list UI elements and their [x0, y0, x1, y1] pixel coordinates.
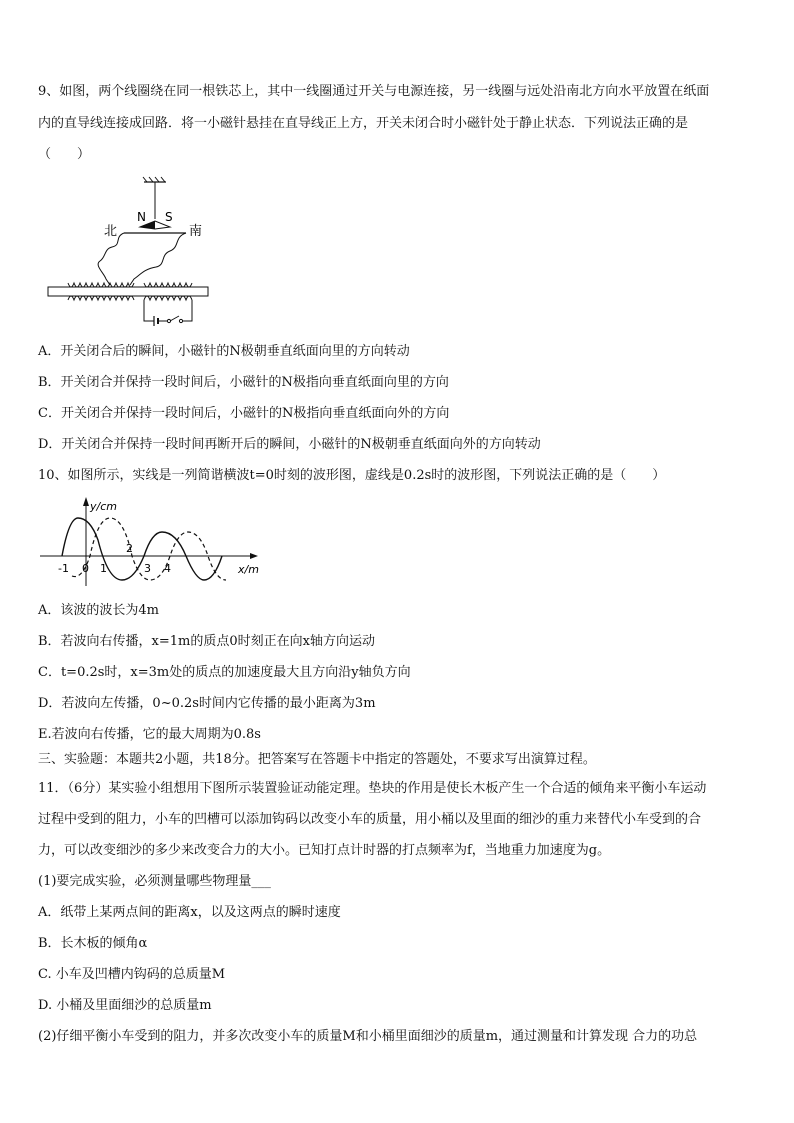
tick-label: -1 [58, 562, 69, 575]
q9-stem-line2: 内的直导线连接成回路．将一小磁针悬挂在直导线正上方，开关未闭合时小磁针处于静止状态．下列说法正确的是 [38, 116, 689, 131]
q11-option-c: C. 小车及凹槽内钩码的总质量M [38, 967, 226, 982]
q9-figure [44, 175, 214, 330]
q11-stem-line1: 11．（6分）某实验小组想用下图所示装置验证动能定理。垫块的作用是使长木板产生一个合适的倾角来平衡小车运动 [38, 781, 707, 796]
north-label: 北 [104, 224, 118, 239]
q10-option-c: C．t=0.2s时，x=3m处的质点的加速度最大且方向沿y轴负方向 [38, 665, 411, 680]
q10-option-d: D．若波向左传播，0~0.2s时间内它传播的最小距离为3m [38, 696, 376, 711]
needle-n-label: N [137, 210, 146, 224]
iron-core [48, 287, 208, 296]
q10-stem: 10、如图所示，实线是一列简谐横波t=0时刻的波形图，虚线是0.2s时的波形图，下列说法正确的是（ ） [38, 468, 666, 483]
q9-option-d: D．开关闭合并保持一段时间再断开后的瞬间，小磁针的N极朝垂直纸面向外的方向转动 [38, 437, 541, 452]
needle-s-label: S [165, 210, 173, 224]
q11-sub2: (2)仔细平衡小车受到的阻力，并多次改变小车的质量M和小桶里面细沙的质量m，通过测量和计算发现 合力的功总 [38, 1029, 698, 1044]
y-axis-arrow-icon [83, 497, 89, 506]
q10-option-a: A．该波的波长为4m [38, 603, 159, 618]
tick-label: 4 [164, 562, 171, 575]
south-label: 南 [189, 224, 203, 239]
q9-option-b: B．开关闭合并保持一段时间后，小磁针的N极指向垂直纸面向里的方向 [38, 375, 449, 390]
q11-stem-line2: 过程中受到的阻力，小车的凹槽可以添加钩码以改变小车的质量，用小桶以及里面的细沙的重力来替代小车受到的合 [38, 812, 702, 827]
lead-wire-left [98, 233, 124, 285]
q10-wave-figure [36, 494, 266, 590]
q9-option-a: A．开关闭合后的瞬间，小磁针的N极朝垂直纸面向里的方向转动 [38, 344, 410, 359]
x-axis-arrow-icon [250, 553, 258, 559]
q11-option-a: A．纸带上某两点间的距离x，以及这两点的瞬时速度 [38, 905, 341, 920]
q9-answer-paren: （ ） [38, 147, 91, 162]
x-axis-label: x/m [238, 563, 259, 576]
q11-option-b: B．长木板的倾角α [38, 936, 148, 951]
tick-label: 3 [144, 562, 151, 575]
lead-wire-right [130, 233, 186, 285]
y-axis-label: y/cm [90, 500, 117, 513]
tick-label: 1 [100, 562, 107, 575]
q10-option-e: E.若波向右传播，它的最大周期为0.8s [38, 727, 261, 742]
q11-option-d: D. 小桶及里面细沙的总质量m [38, 998, 212, 1013]
q9-stem-line1: 9、如图，两个线圈绕在同一根铁芯上，其中一线圈通过开关与电源连接，另一线圈与远处沿南北方向水平放置在纸面 [38, 84, 710, 99]
section-3-heading: 三、实验题：本题共2小题，共18分。把答案写在答题卡中指定的答题处，不要求写出演算过程。 [38, 752, 596, 767]
q11-stem-line3: 力，可以改变细沙的多少来改变合力的大小。已知打点计时器的打点频率为f，当地重力加速度为g。 [38, 843, 611, 858]
q11-sub1: (1)要完成实验，必须测量哪些物理量___ [38, 874, 271, 889]
tick-label: 2 [126, 542, 133, 555]
tick-label: 0 [82, 562, 89, 575]
q9-option-c: C．开关闭合并保持一段时间后，小磁针的N极指向垂直纸面向外的方向 [38, 406, 450, 421]
q10-option-b: B．若波向右传播，x=1m的质点0时刻正在向x轴方向运动 [38, 634, 375, 649]
